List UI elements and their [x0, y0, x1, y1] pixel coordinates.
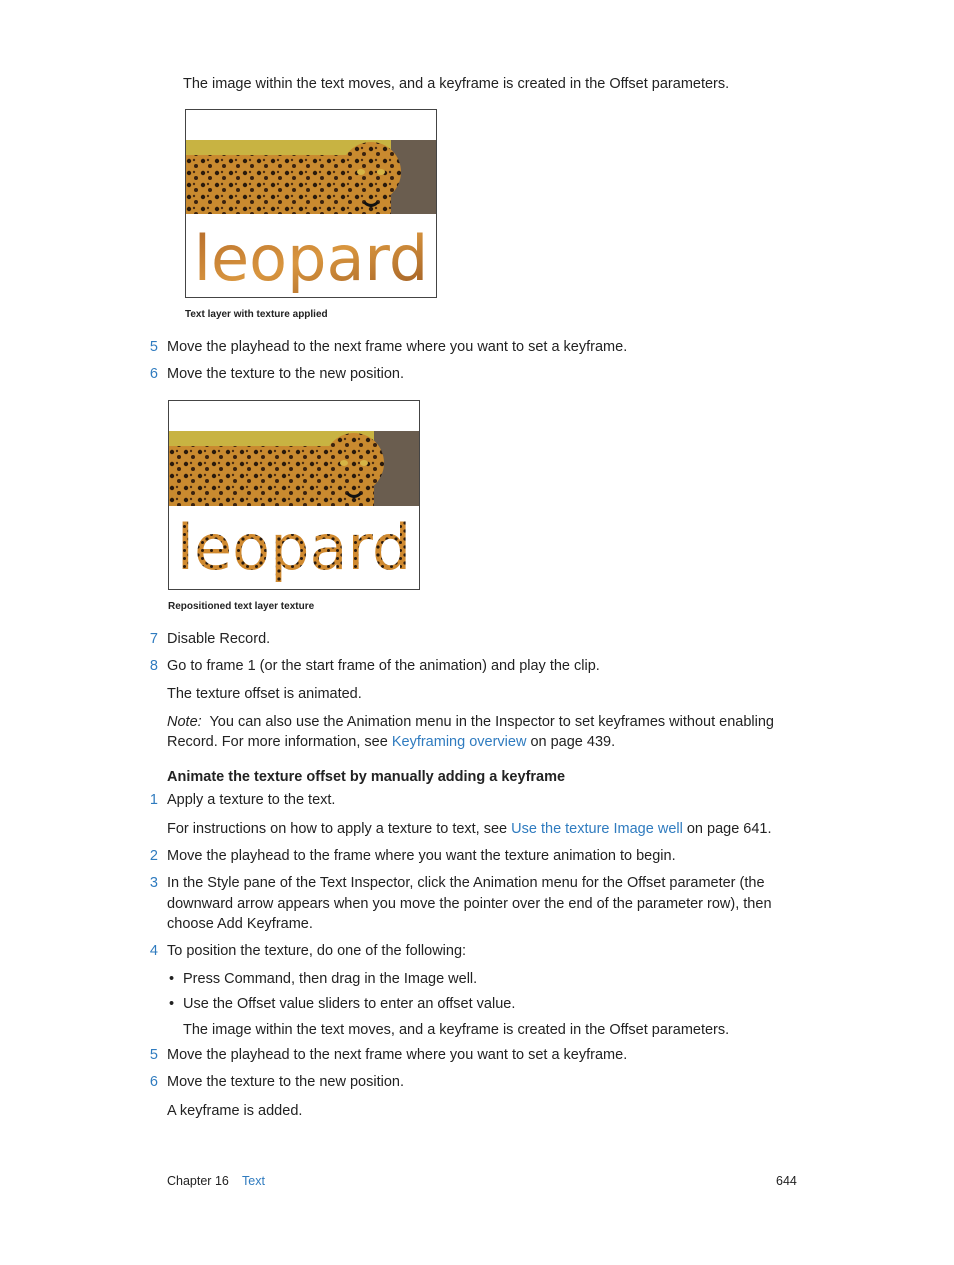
result-text: The texture offset is animated. — [167, 686, 362, 702]
step-text: Disable Record. — [167, 631, 271, 647]
detail-text: on page 641. — [682, 821, 772, 837]
figure1-caption: Text layer with texture applied — [185, 309, 328, 320]
step-text: In the Style pane of the Text Inspector, click the Animation menu for the Offset parameter (the — [167, 875, 765, 891]
step-number: 5 — [149, 339, 158, 355]
step-text: To position the texture, do one of the following: — [167, 943, 467, 959]
step-number: 8 — [149, 658, 158, 674]
result-text: A keyframe is added. — [167, 1103, 303, 1119]
section-heading: Animate the texture offset by manually adding a keyframe — [167, 769, 566, 785]
keyframing-overview-link[interactable]: Keyframing overview — [391, 734, 527, 750]
step-number: 3 — [149, 875, 158, 891]
figure2-caption: Repositioned text layer texture — [168, 601, 315, 612]
note-text: Record. For more information, see — [167, 734, 392, 750]
note-text: on page 439. — [526, 734, 616, 750]
page-number: 644 — [776, 1174, 797, 1188]
leopard-image — [169, 401, 419, 589]
detail-text: For instructions on how to apply a texture to text, see — [167, 821, 512, 837]
step-number: 7 — [149, 631, 158, 647]
step-text: Move the texture to the new position. — [167, 1074, 404, 1090]
bullet-text: Press Command, then drag in the Image well. — [183, 971, 478, 987]
step-number: 2 — [149, 848, 158, 864]
footer-chapter: Chapter 16 — [167, 1174, 229, 1188]
bullet-marker: • — [169, 971, 175, 987]
step-number: 4 — [149, 943, 158, 959]
note-text: You can also use the Animation menu in the Inspector to set keyframes without enabling — [209, 714, 774, 730]
step-text: Move the playhead to the next frame where you want to set a keyframe. — [167, 339, 628, 355]
step-text: downward arrow appears when you move the pointer over the end of the parameter row), then — [167, 896, 772, 912]
result-text: The image within the text moves, and a keyframe is created in the Offset parameters. — [183, 1022, 730, 1038]
step-detail — [167, 819, 772, 840]
step-text: Apply a texture to the text. — [167, 792, 336, 808]
bullet-text: Use the Offset value sliders to enter an offset value. — [183, 996, 516, 1012]
step-text: Move the playhead to the next frame where you want to set a keyframe. — [167, 1047, 628, 1063]
figure-repositioned-texture — [168, 400, 420, 590]
leopard-word: leopard — [176, 511, 412, 584]
leopard-image — [186, 110, 436, 297]
figure-leopard-texture — [185, 109, 437, 298]
texture-image-well-link[interactable]: Use the texture Image well — [511, 821, 683, 837]
leopard-word: leopard — [193, 222, 429, 295]
step-text: Move the texture to the new position. — [167, 366, 404, 382]
step-text: Go to frame 1 (or the start frame of the animation) and play the clip. — [167, 658, 600, 674]
note-line — [167, 732, 615, 753]
intro-text: The image within the text moves, and a keyframe is created in the Offset parameters. — [183, 76, 730, 92]
step-number: 1 — [149, 792, 158, 808]
note-label: Note: — [167, 714, 202, 730]
step-number: 6 — [149, 366, 158, 382]
step-number: 6 — [149, 1074, 158, 1090]
bullet-marker: • — [169, 996, 175, 1012]
step-text: Move the playhead to the frame where you want the texture animation to begin. — [167, 848, 676, 864]
step-text: choose Add Keyframe. — [167, 916, 313, 932]
footer-chapter-link[interactable]: Text — [242, 1174, 265, 1188]
note-line — [167, 712, 774, 733]
step-number: 5 — [149, 1047, 158, 1063]
